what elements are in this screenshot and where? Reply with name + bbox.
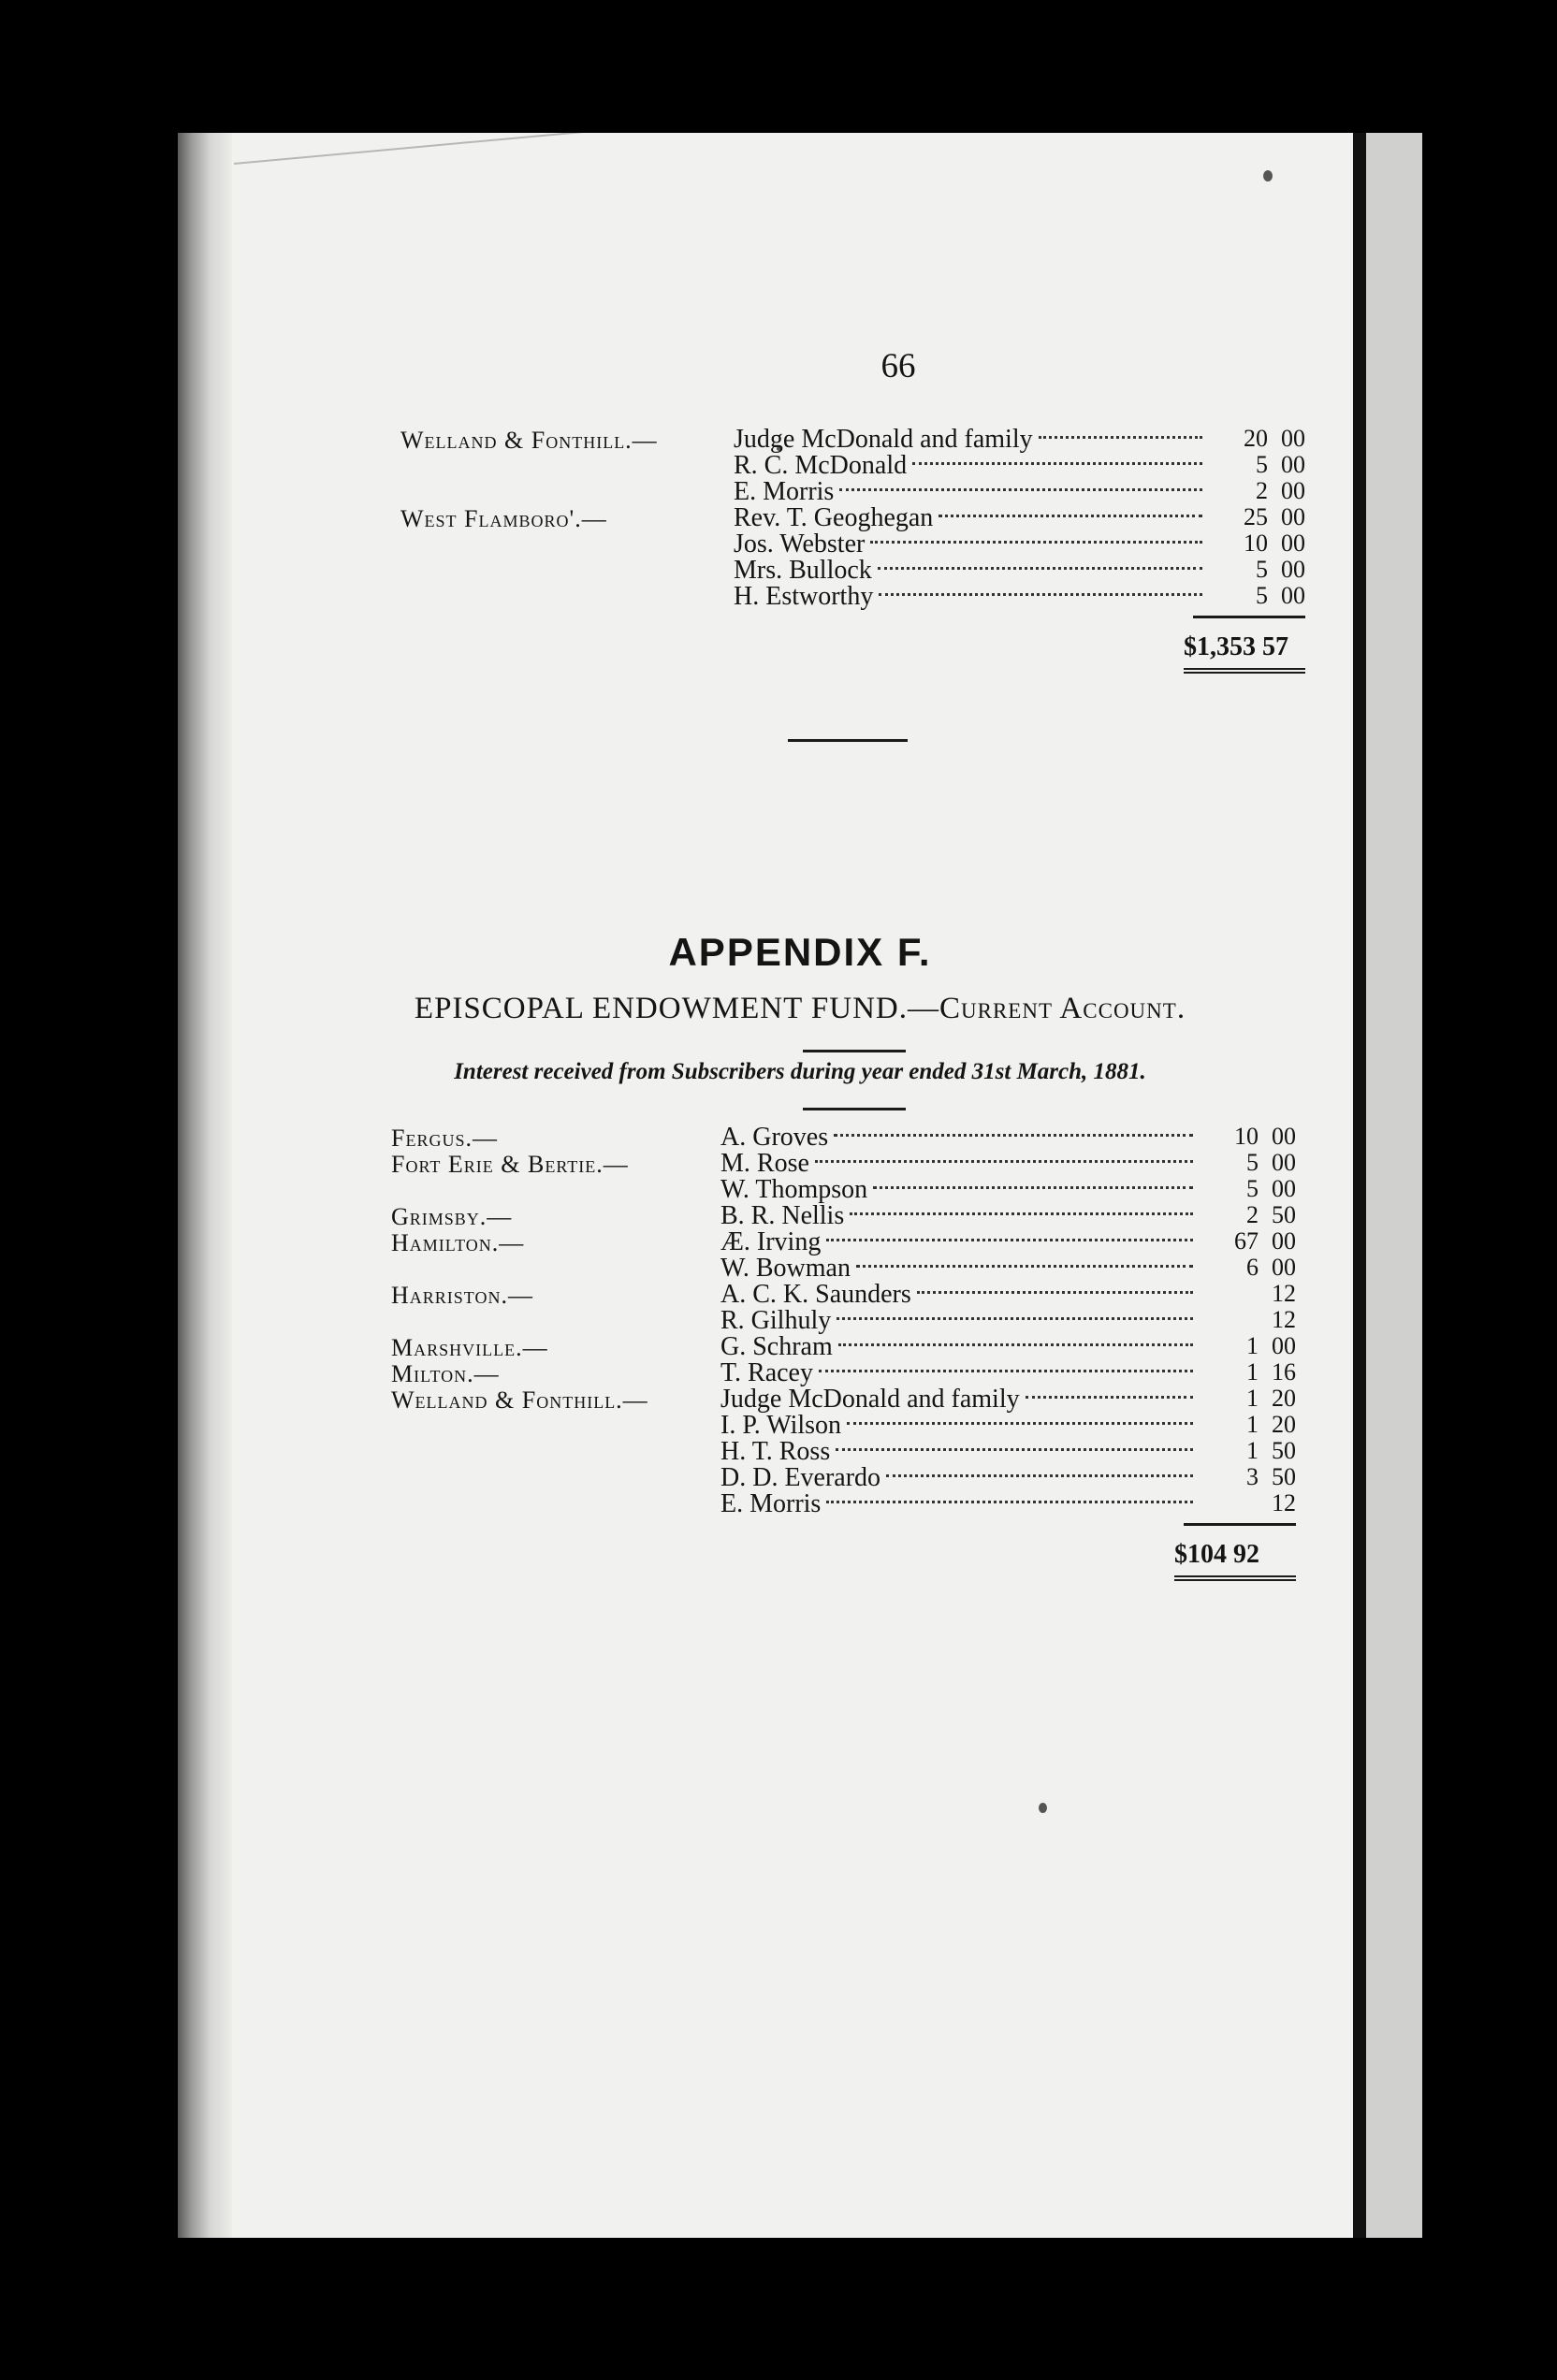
amount-dollars: 5 bbox=[1256, 582, 1268, 609]
entry-row bbox=[720, 1385, 1296, 1414]
subscriber-name: B. R. Nellis bbox=[720, 1201, 845, 1230]
place-label: Grimsby.— bbox=[391, 1203, 513, 1230]
amount bbox=[1212, 1149, 1296, 1177]
amount-dollars: 10 bbox=[1244, 530, 1268, 557]
subscriber-name: W. Bowman bbox=[720, 1254, 851, 1283]
crease-line bbox=[234, 133, 1166, 165]
entry-row bbox=[720, 1358, 1296, 1385]
amount bbox=[1212, 1463, 1296, 1491]
appendix-title: APPENDIX F. bbox=[668, 930, 932, 974]
section-divider bbox=[788, 739, 908, 742]
subscriber-name: A. Groves bbox=[720, 1123, 829, 1152]
amount-cents: 20 bbox=[1272, 1411, 1296, 1438]
amount-dollars: 5 bbox=[1246, 1149, 1259, 1176]
place-label: Welland & Fonthill.— bbox=[391, 1386, 648, 1414]
amount bbox=[1221, 503, 1305, 531]
amount-cents: 00 bbox=[1281, 556, 1305, 583]
dot-leader bbox=[878, 567, 1202, 570]
amount-cents: 00 bbox=[1272, 1254, 1296, 1281]
entry-row bbox=[734, 425, 1305, 454]
amount bbox=[1212, 1306, 1296, 1334]
dot-leader bbox=[879, 593, 1202, 596]
entry-row bbox=[734, 530, 1305, 559]
fund-title bbox=[178, 992, 1422, 1026]
dot-leader bbox=[847, 1422, 1193, 1425]
amount bbox=[1221, 451, 1305, 479]
entry-row bbox=[734, 556, 1305, 585]
subscriber-name: Æ. Irving bbox=[720, 1227, 822, 1256]
amount bbox=[1221, 556, 1305, 584]
place-label: Marshville.— bbox=[391, 1334, 548, 1361]
amount-cents: 00 bbox=[1272, 1175, 1296, 1202]
entry-row bbox=[720, 1254, 1296, 1283]
subscriber-name: G. Schram bbox=[720, 1332, 833, 1361]
amount-dollars: 1 bbox=[1246, 1358, 1259, 1386]
dot-leader bbox=[856, 1265, 1193, 1268]
amount-cents: 00 bbox=[1281, 503, 1305, 530]
amount-cents: 12 bbox=[1272, 1306, 1296, 1333]
amount bbox=[1221, 425, 1305, 453]
dot-leader bbox=[815, 1160, 1193, 1163]
amount bbox=[1212, 1280, 1296, 1308]
subscriber-name: Judge McDonald and family bbox=[734, 425, 1033, 454]
place-label: Milton.— bbox=[391, 1360, 500, 1387]
dot-leader bbox=[1039, 436, 1202, 439]
entry-row bbox=[720, 1411, 1296, 1440]
amount-dollars: 5 bbox=[1256, 556, 1268, 583]
amount-dollars: 2 bbox=[1246, 1201, 1259, 1228]
speck bbox=[1039, 1803, 1047, 1813]
total-double-rule bbox=[1184, 668, 1305, 674]
amount bbox=[1221, 530, 1305, 558]
entry-row bbox=[720, 1123, 1296, 1152]
entry-row bbox=[734, 451, 1305, 480]
dot-leader bbox=[834, 1134, 1193, 1137]
dot-leader bbox=[912, 462, 1202, 465]
heading-divider bbox=[803, 1050, 906, 1052]
dot-leader bbox=[870, 541, 1202, 544]
amount bbox=[1212, 1175, 1296, 1203]
amount-cents: 00 bbox=[1281, 477, 1305, 504]
sum-rule bbox=[1184, 1523, 1296, 1526]
amount-cents: 00 bbox=[1272, 1227, 1296, 1255]
amount-cents: 50 bbox=[1272, 1463, 1296, 1490]
place-label: Hamilton.— bbox=[391, 1229, 525, 1256]
entry-row bbox=[720, 1149, 1296, 1178]
amount-dollars: 3 bbox=[1246, 1463, 1259, 1490]
dot-leader bbox=[826, 1239, 1193, 1241]
entry-row bbox=[734, 503, 1305, 530]
entry-row bbox=[720, 1175, 1296, 1204]
amount-dollars: 1 bbox=[1246, 1411, 1259, 1438]
amount bbox=[1212, 1437, 1296, 1465]
dot-leader bbox=[838, 1343, 1193, 1346]
amount-cents: 12 bbox=[1272, 1489, 1296, 1517]
subscriber-name: R. Gilhuly bbox=[720, 1306, 832, 1335]
subscriber-name: Judge McDonald and family bbox=[720, 1385, 1020, 1414]
entry-row bbox=[720, 1227, 1296, 1254]
amount bbox=[1212, 1227, 1296, 1255]
subscriber-name: Mrs. Bullock bbox=[734, 556, 872, 585]
entry-row bbox=[734, 477, 1305, 506]
amount-cents: 00 bbox=[1281, 451, 1305, 478]
amount-cents: 00 bbox=[1281, 530, 1305, 557]
sum-rule bbox=[1193, 616, 1305, 618]
total-double-rule bbox=[1174, 1575, 1296, 1581]
amount-dollars: 2 bbox=[1256, 477, 1268, 504]
amount-cents: 00 bbox=[1272, 1123, 1296, 1150]
amount-dollars: 1 bbox=[1246, 1385, 1259, 1412]
dot-leader bbox=[836, 1448, 1193, 1451]
dot-leader bbox=[839, 488, 1202, 491]
amount-dollars: 25 bbox=[1244, 503, 1268, 530]
subscriber-name: A. C. K. Saunders bbox=[720, 1280, 911, 1309]
amount-dollars: 5 bbox=[1256, 451, 1268, 478]
amount-cents: 00 bbox=[1281, 425, 1305, 452]
dot-leader bbox=[850, 1212, 1193, 1215]
entry-row bbox=[720, 1332, 1296, 1361]
subscriber-name: T. Racey bbox=[720, 1358, 813, 1387]
page-number: 66 bbox=[880, 347, 916, 385]
amount-cents: 00 bbox=[1272, 1332, 1296, 1359]
subscriber-name: D. D. Everardo bbox=[720, 1463, 881, 1492]
subscriber-name: I. P. Wilson bbox=[720, 1411, 842, 1440]
entry-row bbox=[720, 1280, 1296, 1309]
place-label: Welland & Fonthill.— bbox=[400, 427, 658, 454]
place-label: West Flamboro'.— bbox=[400, 505, 607, 532]
dot-leader bbox=[837, 1317, 1193, 1320]
place-label: Fergus.— bbox=[391, 1125, 498, 1152]
amount bbox=[1212, 1385, 1296, 1413]
amount-dollars: 5 bbox=[1246, 1175, 1259, 1202]
entry-row bbox=[720, 1437, 1296, 1466]
subtitle-divider bbox=[803, 1108, 906, 1110]
place-label: Fort Erie & Bertie.— bbox=[391, 1151, 629, 1178]
dot-leader bbox=[819, 1370, 1193, 1372]
amount-cents: 50 bbox=[1272, 1437, 1296, 1464]
amount-dollars: 67 bbox=[1234, 1227, 1259, 1255]
entry-row bbox=[734, 582, 1305, 611]
subscriber-name: H. Estworthy bbox=[734, 582, 874, 611]
amount-dollars: 10 bbox=[1234, 1123, 1259, 1150]
amount bbox=[1212, 1332, 1296, 1360]
dot-leader bbox=[826, 1501, 1193, 1503]
dot-leader bbox=[917, 1291, 1193, 1294]
entry-row bbox=[720, 1201, 1296, 1230]
subscriber-name: E. Morris bbox=[720, 1489, 822, 1518]
amount bbox=[1212, 1254, 1296, 1282]
amount-cents: 00 bbox=[1272, 1149, 1296, 1176]
amount bbox=[1212, 1201, 1296, 1229]
dot-leader bbox=[1026, 1396, 1193, 1399]
page-edge-shadow bbox=[178, 133, 232, 2238]
total-amount: $104 92 bbox=[1174, 1540, 1259, 1569]
amount-dollars: 6 bbox=[1246, 1254, 1259, 1281]
amount-dollars: 1 bbox=[1246, 1332, 1259, 1359]
fund-title-main: EPISCOPAL ENDOWMENT FUND.— bbox=[414, 992, 939, 1025]
dot-leader bbox=[939, 515, 1202, 517]
amount bbox=[1221, 582, 1305, 610]
amount-cents: 12 bbox=[1272, 1280, 1296, 1307]
subscriber-name: M. Rose bbox=[720, 1149, 809, 1178]
facing-page-edge bbox=[1353, 133, 1422, 2238]
total-amount: $1,353 57 bbox=[1184, 632, 1288, 661]
subscriber-name: Rev. T. Geoghegan bbox=[734, 503, 934, 532]
fund-title-account: Current Account. bbox=[939, 992, 1186, 1025]
book-page bbox=[178, 133, 1422, 2238]
subscriber-name: R. C. McDonald bbox=[734, 451, 908, 480]
subscriber-name: W. Thompson bbox=[720, 1175, 868, 1204]
speck bbox=[1263, 170, 1273, 181]
entry-row bbox=[720, 1489, 1296, 1516]
dot-leader bbox=[886, 1474, 1193, 1477]
entry-row bbox=[720, 1463, 1296, 1492]
dot-leader bbox=[873, 1186, 1193, 1189]
amount bbox=[1212, 1123, 1296, 1151]
amount-cents: 00 bbox=[1281, 582, 1305, 609]
amount-dollars: 1 bbox=[1246, 1437, 1259, 1464]
amount bbox=[1212, 1411, 1296, 1439]
amount-cents: 16 bbox=[1272, 1358, 1296, 1386]
amount bbox=[1221, 477, 1305, 505]
subscriber-name: Jos. Webster bbox=[734, 530, 866, 559]
appendix-subtitle: Interest received from Subscribers during year ended 31st March, 1881. bbox=[454, 1059, 1146, 1084]
entry-row bbox=[720, 1306, 1296, 1335]
subscriber-name: H. T. Ross bbox=[720, 1437, 831, 1466]
amount-cents: 20 bbox=[1272, 1385, 1296, 1412]
amount-dollars: 20 bbox=[1244, 425, 1268, 452]
amount bbox=[1212, 1489, 1296, 1517]
amount bbox=[1212, 1358, 1296, 1386]
subscriber-name: E. Morris bbox=[734, 477, 835, 506]
amount-cents: 50 bbox=[1272, 1201, 1296, 1228]
place-label: Harriston.— bbox=[391, 1282, 533, 1309]
